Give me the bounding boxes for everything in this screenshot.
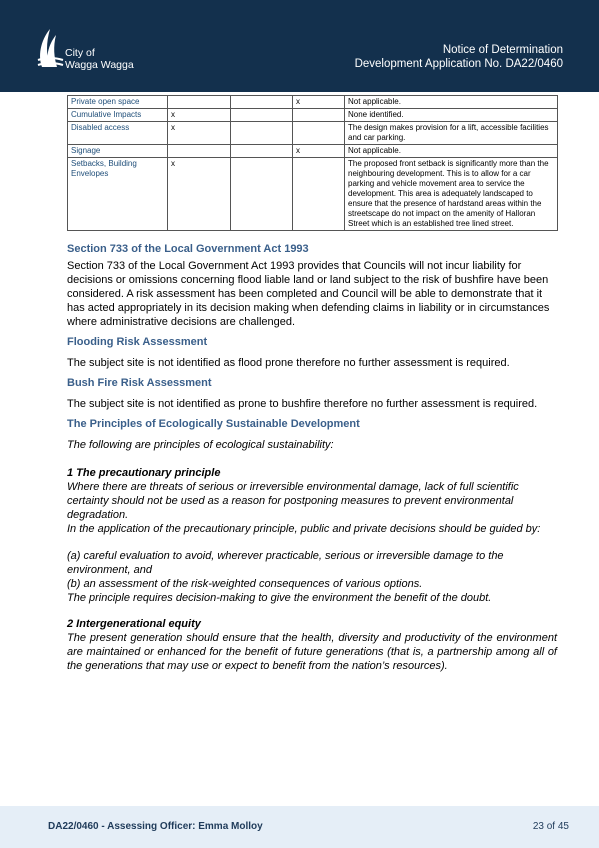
- row-col-1: [168, 145, 231, 158]
- table-row: [68, 158, 558, 231]
- row-col-2: [231, 122, 293, 145]
- flooding-body: The subject site is not identified as flood prone therefore no further assessment is required.: [67, 357, 510, 369]
- table-row: [68, 145, 558, 158]
- row-col-2: [231, 145, 293, 158]
- row-comment: The design makes provision for a lift, accessible facilities and car parking.: [345, 122, 558, 145]
- page-number: 23 of 45: [532, 821, 569, 832]
- header-title: Notice of Determination: [442, 44, 563, 56]
- logo-line-2: Wagga Wagga: [65, 59, 134, 71]
- footer-officer: DA22/0460 - Assessing Officer: Emma Molloy: [48, 821, 263, 832]
- principle-1-body-2: In the application of the precautionary principle, public and private decisions should be guided by:: [67, 523, 541, 535]
- row-col-3: [293, 122, 345, 145]
- row-label: Private open space: [68, 96, 168, 109]
- principle-1-title: 1 The precautionary principle: [67, 467, 221, 479]
- row-col-3: [293, 158, 345, 231]
- row-col-1: [168, 96, 231, 109]
- header-application-number: Development Application No. DA22/0460: [354, 58, 563, 70]
- row-col-3: x: [293, 96, 345, 109]
- principle-1-closing: The principle requires decision-making to give the environment the benefit of the doubt.: [67, 592, 492, 604]
- row-comment: Not applicable.: [345, 145, 558, 158]
- row-label: Disabled access: [68, 122, 168, 145]
- esd-intro: The following are principles of ecological sustainability:: [67, 439, 334, 451]
- row-col-1: x: [168, 158, 231, 231]
- section-733-heading: Section 733 of the Local Government Act 1993: [67, 243, 309, 255]
- esd-heading: The Principles of Ecologically Sustainable Development: [67, 418, 360, 430]
- row-label: Signage: [68, 145, 168, 158]
- row-col-3: [293, 109, 345, 122]
- row-label: Setbacks, Building Envelopes: [68, 158, 168, 231]
- principle-1-item-b: (b) an assessment of the risk-weighted consequences of various options.: [67, 578, 423, 590]
- page-header: [0, 0, 599, 92]
- bushfire-body: The subject site is not identified as prone to bushfire therefore no further assessment is required.: [67, 398, 538, 410]
- row-col-2: [231, 96, 293, 109]
- page-content: [67, 95, 557, 673]
- table-row: [68, 109, 558, 122]
- table-row: [68, 122, 558, 145]
- row-col-3: x: [293, 145, 345, 158]
- table-row: [68, 96, 558, 109]
- row-comment: The proposed front setback is significantly more than the neighbouring development. This is to allow for a car parking and vehicle movement area to service the development. This area is adequately landscaped to ensure that the presence of hardstand areas within the streetscape do not impact on the amenity of Halloran Street which is an established tree lined street.: [345, 158, 558, 231]
- row-col-1: x: [168, 122, 231, 145]
- row-col-2: [231, 109, 293, 122]
- principle-1-item-a: (a) careful evaluation to avoid, wherever practicable, serious or irreversible damage to the environment, and: [67, 550, 504, 576]
- principle-2-title: 2 Intergenerational equity: [67, 618, 201, 630]
- assessment-table: [67, 95, 558, 231]
- row-comment: Not applicable.: [345, 96, 558, 109]
- council-logo: [36, 27, 146, 77]
- row-comment: None identified.: [345, 109, 558, 122]
- principle-2-body: The present generation should ensure that the health, diversity and productivity of the environment are maintained or enhanced for the benefit of future generations (that is, a partnership among all of the generations that may use or expect to benefit from the nation’s resources).: [67, 632, 557, 672]
- row-col-1: x: [168, 109, 231, 122]
- principle-1-body: Where there are threats of serious or irreversible environmental damage, lack of full scientific certainty should not be used as a reason for postponing measures to prevent environmental degradation.: [67, 481, 519, 521]
- bushfire-heading: Bush Fire Risk Assessment: [67, 377, 212, 389]
- flooding-heading: Flooding Risk Assessment: [67, 336, 208, 348]
- row-label: Cumulative Impacts: [68, 109, 168, 122]
- page-footer: [0, 806, 599, 848]
- logo-line-1: City of: [65, 47, 95, 59]
- row-col-2: [231, 158, 293, 231]
- section-733-body: Section 733 of the Local Government Act 1993 provides that Councils will not incur liability for decisions or omissions concerning flood liable land or land subject to the risk of bushfire have been considered. A risk assessment has been completed and Council will be able to demonstrate that it has acted appropriately in its decision making when defending claims in liability or in circumstances where administrative decisions are challenged.: [67, 260, 550, 328]
- wagga-logo-icon: [36, 27, 66, 71]
